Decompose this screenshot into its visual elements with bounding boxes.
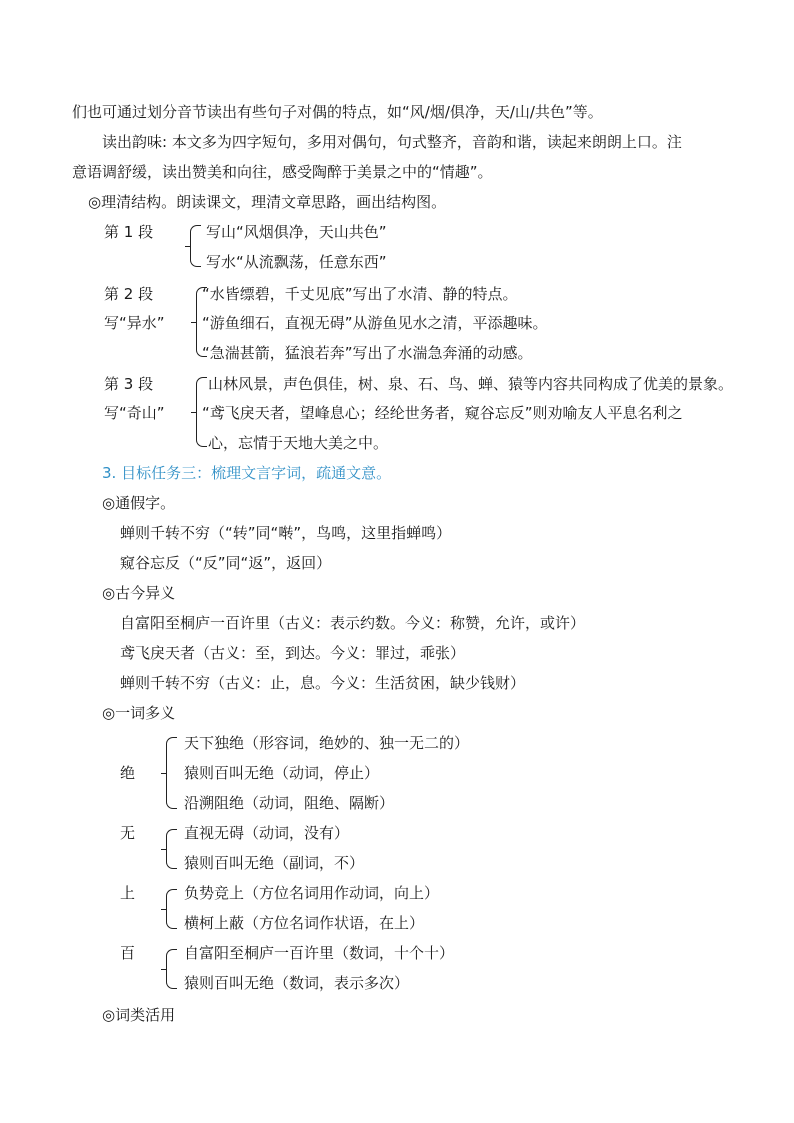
duoyi-char-bai: 百 <box>120 944 136 962</box>
duoyi-char-wu: 无 <box>120 824 136 842</box>
p1-item-1: 写山“风烟俱净，天山共色” <box>206 223 387 241</box>
duoyi-heading: ◎一词多义 <box>102 704 176 722</box>
p3-item-3: 心，忘情于天地大美之中。 <box>208 434 389 452</box>
p3-sub: 写“奇山” <box>104 404 165 422</box>
p1-label: 第 1 段 <box>104 223 154 241</box>
gujin-heading: ◎古今异义 <box>102 584 176 602</box>
duoyi-char-jue: 绝 <box>120 764 136 782</box>
jue-item-2: 猿则百叫无绝（动词，停止） <box>184 764 380 782</box>
p3-item-2: “鸢飞戾天者，望峰息心；经纶世务者，窥谷忘反”则劝喻友人平息名利之 <box>202 404 683 422</box>
p1-brace <box>190 225 201 267</box>
gujin-item-3: 蝉则千转不穷（古义：止，息。今义：生活贫困，缺少钱财） <box>120 674 526 692</box>
wu-brace <box>166 829 177 869</box>
gujin-item-1: 自富阳至桐庐一百许里（古义：表示约数。今义：称赞，允许，或许） <box>120 614 586 632</box>
tongjia-item-2: 窥谷忘反（“反”同“返”，返回） <box>120 554 332 572</box>
bai-brace <box>166 949 177 989</box>
duoyi-char-shang: 上 <box>120 884 136 902</box>
shang-brace <box>166 889 177 929</box>
p2-item-3: “急湍甚箭，猛浪若奔”写出了水湍急奔涌的动感。 <box>202 344 533 362</box>
jue-item-1: 天下独绝（形容词，绝妙的、独一无二的） <box>184 734 470 752</box>
intro-line-1: 们也可通过划分音节读出有些句子对偶的特点，如“风/烟/俱净，天/山/共色”等。 <box>72 103 603 121</box>
wu-item-1: 直视无碍（动词，没有） <box>184 824 350 842</box>
bai-item-2: 猿则百叫无绝（数词，表示多次） <box>184 974 410 992</box>
p2-item-1: “水皆缥碧，千丈见底”写出了水清、静的特点。 <box>202 285 518 303</box>
gujin-item-2: 鸢飞戾天者（古义：至，到达。今义：罪过，乖张） <box>120 644 466 662</box>
p3-label: 第 3 段 <box>104 375 154 393</box>
tongjia-item-1: 蝉则千转不穷（“转”同“啭”，鸟鸣，这里指蝉鸣） <box>120 524 452 542</box>
shang-item-2: 横柯上蔽（方位名词作状语，在上） <box>184 914 425 932</box>
shang-item-1: 负势竞上（方位名词用作动词，向上） <box>184 884 440 902</box>
intro-line-3: 意语调舒缓，读出赞美和向往，感受陶醉于美景之中的“情趣”。 <box>72 163 493 181</box>
p2-item-2: “游鱼细石，直视无碍”从游鱼见水之清，平添趣味。 <box>202 314 548 332</box>
intro-line-2: 读出韵味: 本文多为四字短句，多用对偶句，句式整齐，音韵和谐，读起来朗朗上口。注 <box>102 133 682 151</box>
p3-item-1: 山林风景，声色俱佳，树、泉、石、鸟、蝉、猿等内容共同构成了优美的景象。 <box>208 375 734 393</box>
jue-item-3: 沿溯阻绝（动词，阻绝、隔断） <box>184 794 395 812</box>
task3-title: 3. 目标任务三：梳理文言字词，疏通文意。 <box>102 464 392 482</box>
jue-brace <box>166 737 177 809</box>
bai-item-1: 自富阳至桐庐一百许里（数词，十个十） <box>184 944 455 962</box>
huoyong-heading: ◎词类活用 <box>102 1006 176 1024</box>
tongjia-heading: ◎通假字。 <box>102 494 176 512</box>
p2-label: 第 2 段 <box>104 285 154 303</box>
structure-heading: ◎理清结构。朗读课文，理清文章思路，画出结构图。 <box>88 193 447 211</box>
p2-sub: 写“异水” <box>104 314 165 332</box>
wu-item-2: 猿则百叫无绝（副词，不） <box>184 854 365 872</box>
p1-item-2: 写水“从流飘荡，任意东西” <box>206 253 387 271</box>
